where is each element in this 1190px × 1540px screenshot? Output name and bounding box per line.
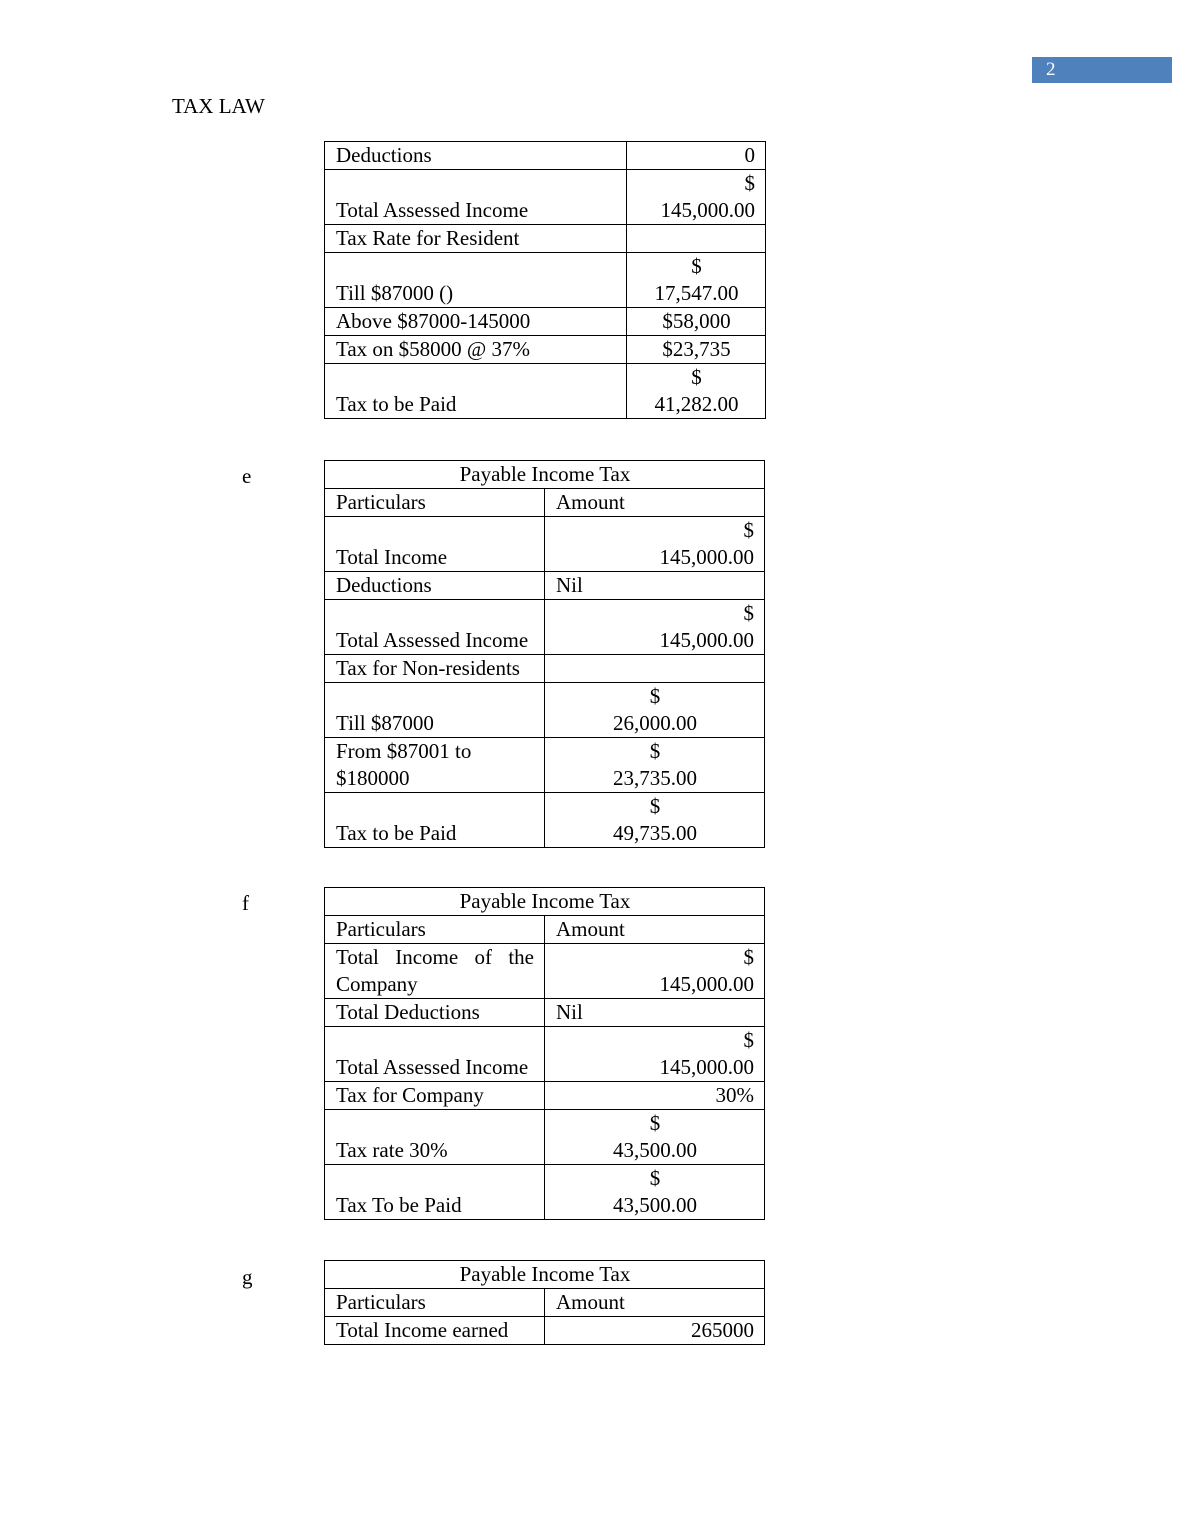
currency-symbol: $: [649, 684, 661, 708]
table-row: [325, 1317, 765, 1345]
column-header-particulars: Particulars: [325, 916, 545, 944]
column-header-amount: Amount: [545, 489, 765, 517]
table-row: [325, 364, 766, 419]
table-row: [325, 683, 765, 738]
amount-cell: [627, 364, 766, 419]
amount-value: 145,000.00: [660, 198, 755, 222]
amount-cell: [545, 655, 765, 683]
amount-value: 145,000.00: [659, 545, 754, 569]
resident-tax-table: [324, 141, 766, 419]
amount-cell: Nil: [545, 572, 765, 600]
amount-value: 145,000.00: [659, 972, 754, 996]
table-row: [325, 600, 765, 655]
amount-cell: [545, 1165, 765, 1220]
table-title-row: [325, 461, 765, 489]
currency-symbol: $: [743, 945, 754, 969]
column-header-particulars: Particulars: [325, 489, 545, 517]
currency-symbol: $: [743, 518, 754, 542]
particular-cell: Tax to be Paid: [325, 364, 627, 419]
particular-cell: Deductions: [325, 572, 545, 600]
particular-cell: Total Assessed Income: [325, 170, 627, 225]
table-row: [325, 572, 765, 600]
particular-cell: Tax rate 30%: [325, 1110, 545, 1165]
currency-symbol: $: [649, 794, 661, 818]
table-row: [325, 1165, 765, 1220]
table-row: [325, 738, 765, 793]
amount-value: 43,500.00: [613, 1138, 697, 1162]
particular-cell: Above $87000-145000: [325, 308, 627, 336]
currency-symbol: $: [743, 601, 754, 625]
column-header-amount: Amount: [545, 1289, 765, 1317]
amount-cell: [545, 1110, 765, 1165]
table-row: [325, 1110, 765, 1165]
amount-cell: $23,735: [627, 336, 766, 364]
particular-cell: Tax for Non-residents: [325, 655, 545, 683]
particular-cell: From $87001 to $180000: [325, 738, 545, 793]
amount-value: 43,500.00: [613, 1193, 697, 1217]
amount-cell: [627, 225, 766, 253]
amount-cell: [627, 253, 766, 308]
table-title-row: [325, 1261, 765, 1289]
particular-cell: Total Deductions: [325, 999, 545, 1027]
particular-cell: Tax To be Paid: [325, 1165, 545, 1220]
table-title: Payable Income Tax: [325, 1261, 765, 1289]
page-header: TAX LAW: [172, 94, 265, 118]
table-row: [325, 142, 766, 170]
particular-cell: Deductions: [325, 142, 627, 170]
table-row: [325, 336, 766, 364]
column-header-particulars: Particulars: [325, 1289, 545, 1317]
particular-cell: Total Income of the Company: [325, 944, 545, 999]
amount-cell: 265000: [545, 1317, 765, 1345]
table-header-row: [325, 916, 765, 944]
amount-value: 145,000.00: [659, 1055, 754, 1079]
section-label-f: f: [242, 891, 249, 915]
income-earned-table: [324, 1260, 765, 1345]
amount-cell: 0: [627, 142, 766, 170]
table-row: [325, 655, 765, 683]
particular-cell: Total Income earned: [325, 1317, 545, 1345]
particular-cell: Tax on $58000 @ 37%: [325, 336, 627, 364]
table-title: Payable Income Tax: [325, 888, 765, 916]
table-row: [325, 944, 765, 999]
amount-cell: [545, 738, 765, 793]
amount-cell: [627, 170, 766, 225]
amount-cell: [545, 517, 765, 572]
table-row: [325, 999, 765, 1027]
table-row: [325, 793, 765, 848]
table-row: [325, 308, 766, 336]
particular-cell: Till $87000 (): [325, 253, 627, 308]
page-number: 2: [1032, 57, 1172, 83]
amount-value: 49,735.00: [613, 821, 697, 845]
currency-symbol: $: [649, 1111, 661, 1135]
particular-cell: Tax for Company: [325, 1082, 545, 1110]
amount-cell: $58,000: [627, 308, 766, 336]
table-title: Payable Income Tax: [325, 461, 765, 489]
currency-symbol: $: [743, 1028, 754, 1052]
table-row: [325, 253, 766, 308]
amount-value: 145,000.00: [659, 628, 754, 652]
amount-cell: [545, 683, 765, 738]
amount-cell: 30%: [545, 1082, 765, 1110]
amount-value: 26,000.00: [613, 711, 697, 735]
currency-symbol: $: [649, 1166, 661, 1190]
particular-cell: Total Income: [325, 517, 545, 572]
column-header-amount: Amount: [545, 916, 765, 944]
table-header-row: [325, 489, 765, 517]
particular-cell: Tax Rate for Resident: [325, 225, 627, 253]
amount-cell: [545, 944, 765, 999]
amount-cell: [545, 1027, 765, 1082]
section-label-e: e: [242, 464, 252, 488]
currency-symbol: $: [649, 739, 661, 763]
amount-value: 23,735.00: [613, 766, 697, 790]
company-tax-table: [324, 887, 765, 1220]
amount-cell: Nil: [545, 999, 765, 1027]
currency-symbol: $: [691, 365, 702, 389]
currency-symbol: $: [744, 171, 755, 195]
amount-value: 17,547.00: [654, 281, 739, 305]
table-row: [325, 225, 766, 253]
amount-value: 41,282.00: [654, 392, 739, 416]
table-row: [325, 517, 765, 572]
section-label-g: g: [242, 1265, 253, 1289]
particular-cell: Total Assessed Income: [325, 1027, 545, 1082]
table-row: [325, 1082, 765, 1110]
particular-cell: Total Assessed Income: [325, 600, 545, 655]
table-header-row: [325, 1289, 765, 1317]
particular-cell: Till $87000: [325, 683, 545, 738]
non-resident-tax-table: [324, 460, 765, 848]
particular-cell: Tax to be Paid: [325, 793, 545, 848]
table-title-row: [325, 888, 765, 916]
currency-symbol: $: [691, 254, 702, 278]
amount-cell: [545, 600, 765, 655]
amount-cell: [545, 793, 765, 848]
table-row: [325, 1027, 765, 1082]
table-row: [325, 170, 766, 225]
